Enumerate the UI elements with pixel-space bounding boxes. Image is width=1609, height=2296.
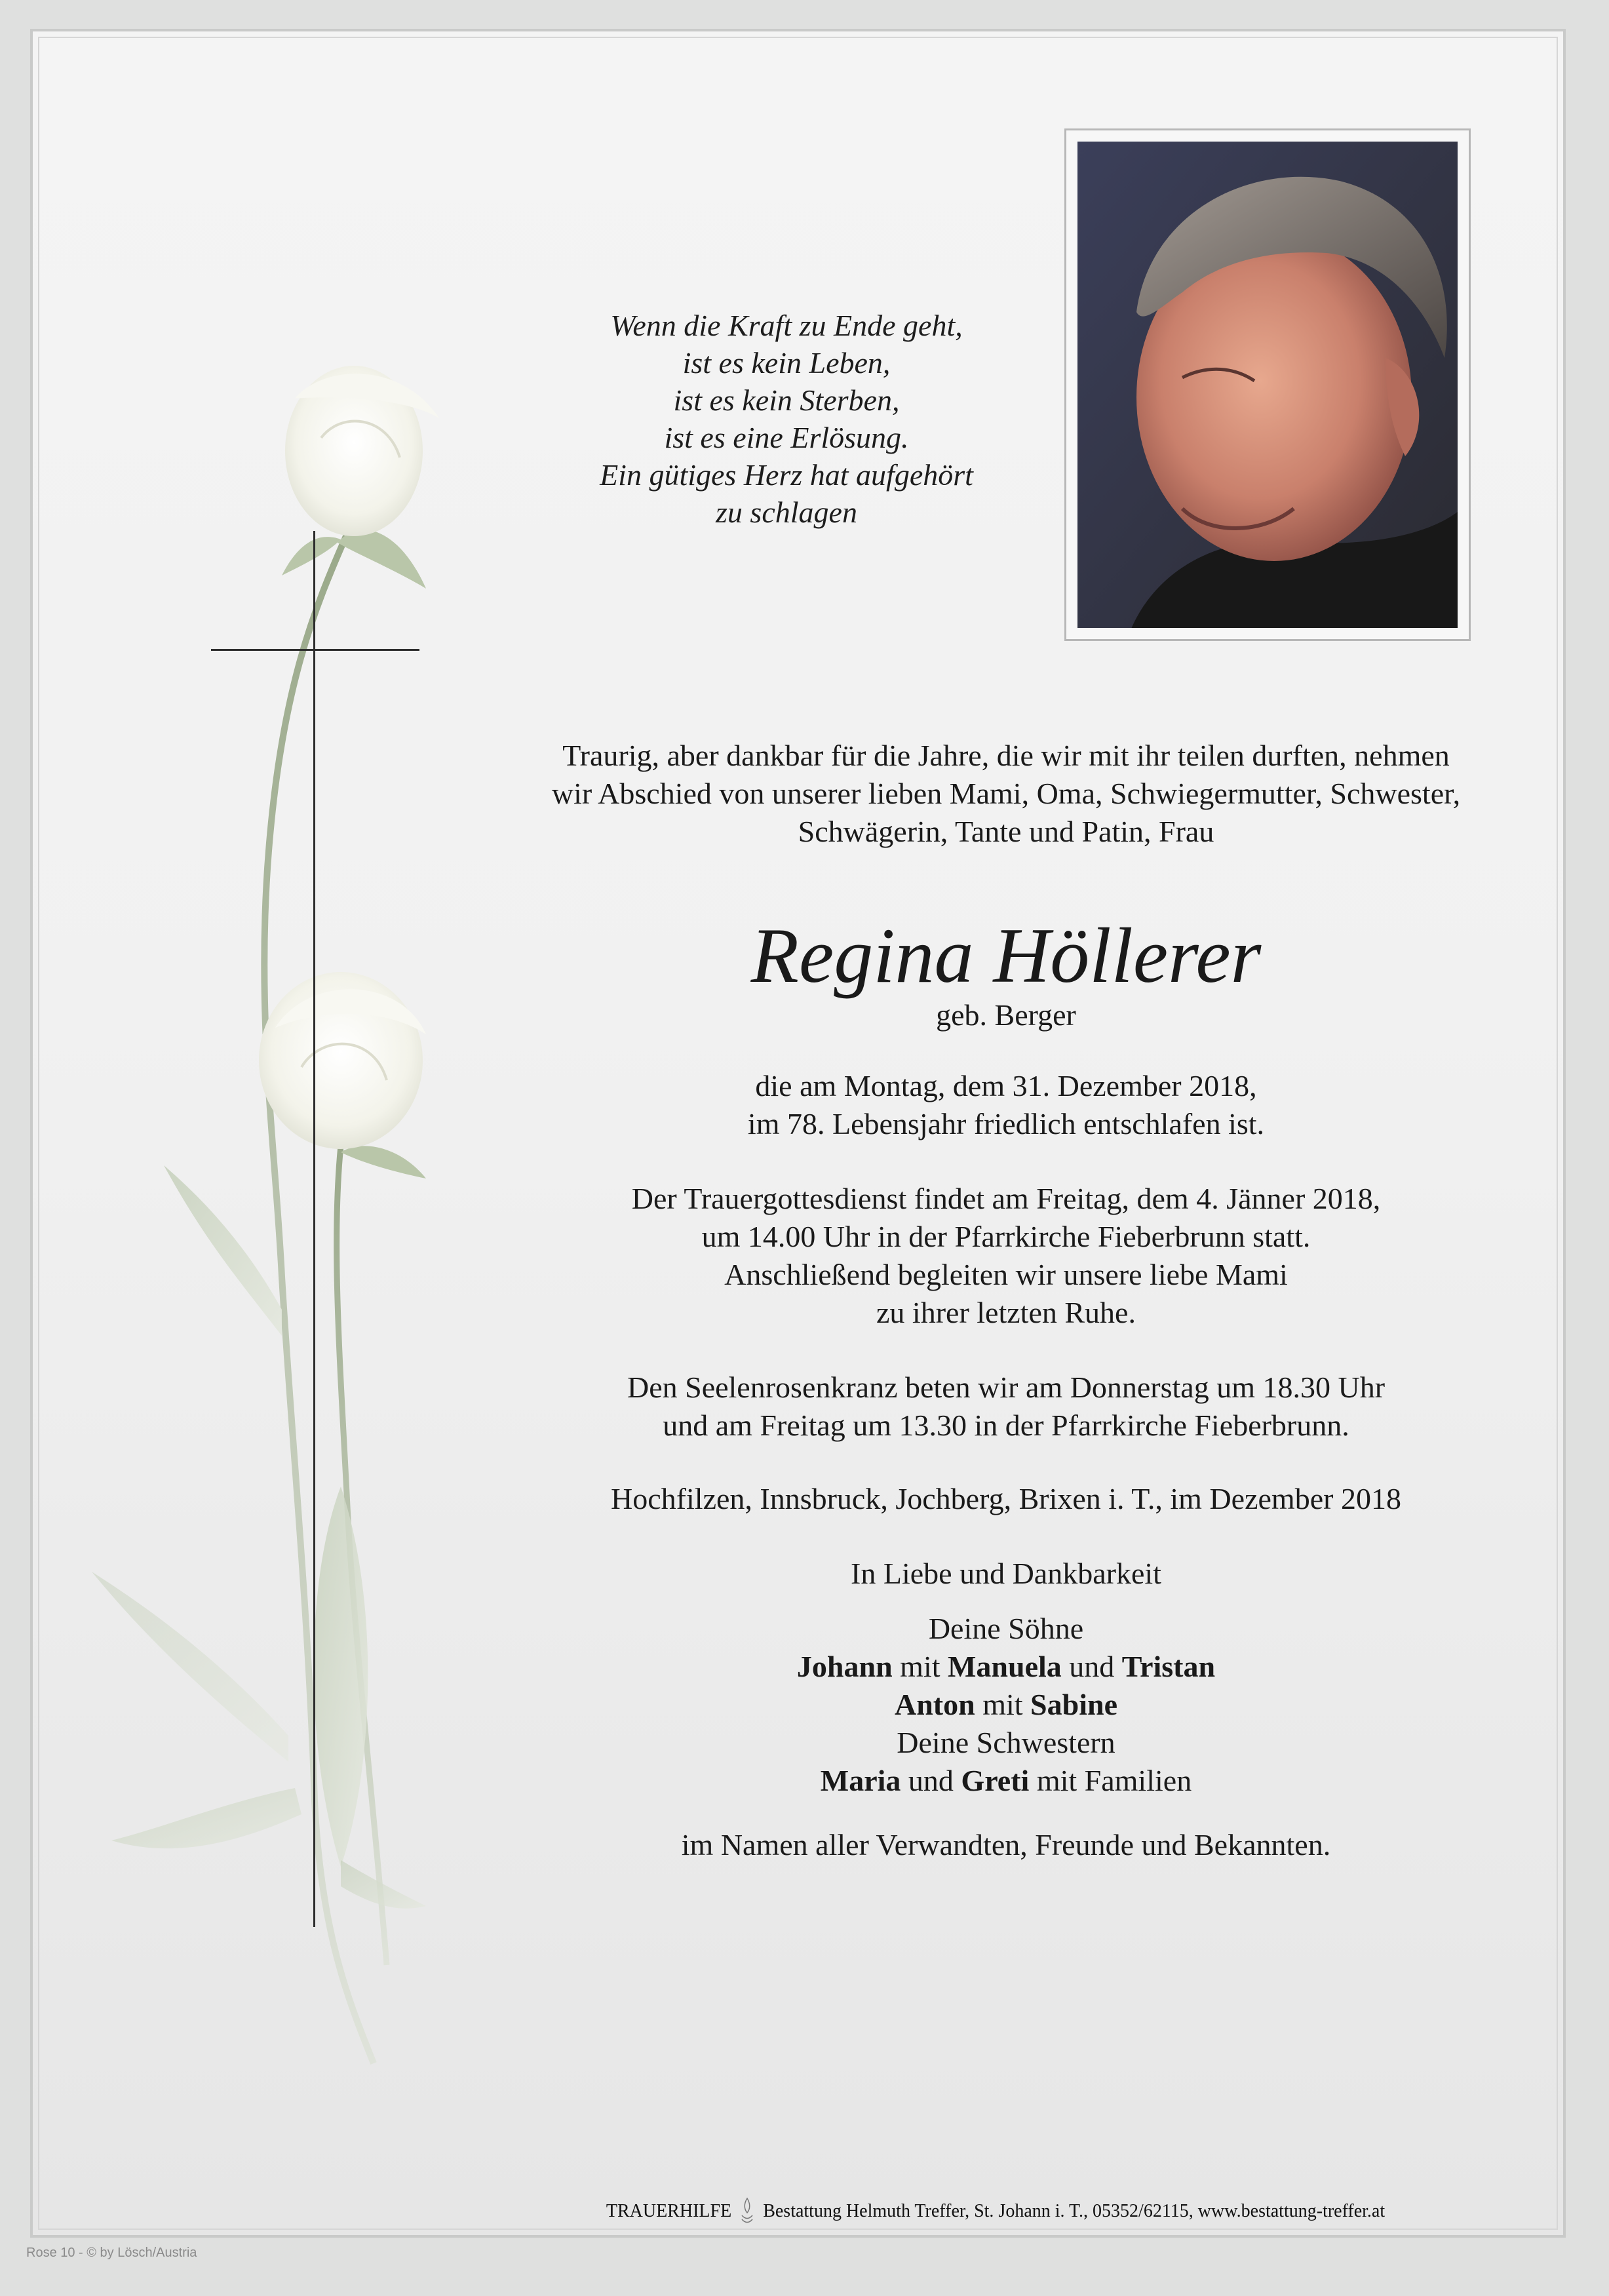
mourners-line: [465, 1686, 1547, 1724]
mourner-name: Manuela: [948, 1650, 1062, 1683]
death-info-line: die am Montag, dem 31. Dezember 2018,: [755, 1069, 1257, 1102]
connector-word: und: [1061, 1650, 1122, 1683]
mourners-line: [465, 1648, 1547, 1686]
mourner-name: Sabine: [1030, 1688, 1117, 1721]
footer: [573, 2197, 1418, 2223]
funeral-service-info: [465, 1180, 1547, 1332]
poem: [524, 307, 1049, 531]
intro-line: Schwägerin, Tante und Patin, Frau: [798, 815, 1214, 848]
service-line: zu ihrer letzten Ruhe.: [876, 1296, 1136, 1329]
obituary-card: [30, 29, 1566, 2238]
closing-text: In Liebe und Dankbarkeit: [851, 1557, 1161, 1590]
mourners-line: [465, 1762, 1547, 1800]
portrait-photo: [1077, 142, 1458, 628]
place-date: [465, 1480, 1547, 1518]
connector-word: mit: [892, 1650, 948, 1683]
funeral-home-logo-icon: [740, 2197, 754, 2223]
birth-name-text: geb. Berger: [936, 998, 1076, 1032]
poem-line: ist es eine Erlösung.: [664, 421, 909, 454]
closing: [465, 1555, 1547, 1593]
mourner-name: Maria: [820, 1764, 901, 1797]
cross-vertical-line: [313, 531, 315, 1927]
signoff: [465, 1826, 1547, 1864]
mourner-name: Johann: [796, 1650, 893, 1683]
intro-line: wir Abschied von unserer lieben Mami, Oma, Schwiegermutter, Schwester,: [551, 777, 1461, 810]
footer-text: Bestattung Helmuth Treffer, St. Johann i. T., 05352/62115, www.bestattung-treffer.at: [763, 2201, 1386, 2221]
death-info-line: im 78. Lebensjahr friedlich entschlafen ist.: [747, 1107, 1265, 1140]
poem-line: Wenn die Kraft zu Ende geht,: [610, 309, 963, 342]
service-line: um 14.00 Uhr in der Pfarrkirche Fieberbrunn statt.: [701, 1220, 1311, 1253]
poem-line: Ein gütiges Herz hat aufgehört: [600, 458, 973, 492]
deceased-name: Regina Höllerer: [750, 912, 1262, 999]
service-line: Anschließend begleiten wir unsere liebe Mami: [724, 1258, 1288, 1291]
connector-word: mit Familien: [1029, 1764, 1192, 1797]
connector-word: und: [901, 1764, 961, 1797]
intro-text: [465, 737, 1547, 851]
mourner-name: Greti: [961, 1764, 1030, 1797]
portrait-frame: [1064, 128, 1471, 641]
sisters-heading: Deine Schwestern: [897, 1726, 1115, 1759]
sons-heading: Deine Söhne: [928, 1612, 1084, 1645]
place-date-text: Hochfilzen, Innsbruck, Jochberg, Brixen i. T., im Dezember 2018: [611, 1482, 1401, 1515]
mourner-name: Tristan: [1121, 1650, 1216, 1683]
poem-line: zu schlagen: [716, 496, 857, 529]
mourners-list: [465, 1610, 1547, 1800]
footer-label: TRAUERHILFE: [606, 2201, 732, 2221]
poem-line: ist es kein Leben,: [682, 346, 891, 379]
cross-horizontal-line: [211, 649, 419, 651]
mourner-name: Anton: [894, 1688, 975, 1721]
service-line: Der Trauergottesdienst findet am Freitag, dem 4. Jänner 2018,: [631, 1182, 1381, 1215]
rosary-line: und am Freitag um 13.30 in der Pfarrkirche Fieberbrunn.: [663, 1409, 1349, 1442]
rosary-info: [465, 1369, 1547, 1445]
copyright-note: Rose 10 - © by Lösch/Austria: [26, 2246, 197, 2260]
intro-line: Traurig, aber dankbar für die Jahre, die wir mit ihr teilen durften, nehmen: [562, 739, 1450, 772]
rosary-line: Den Seelenrosenkranz beten wir am Donnerstag um 18.30 Uhr: [627, 1371, 1386, 1404]
death-info: [465, 1067, 1547, 1143]
birth-name: [465, 996, 1547, 1034]
connector-word: mit: [975, 1688, 1031, 1721]
signoff-text: im Namen aller Verwandten, Freunde und Bekannten.: [681, 1828, 1331, 1861]
poem-line: ist es kein Sterben,: [673, 383, 900, 417]
